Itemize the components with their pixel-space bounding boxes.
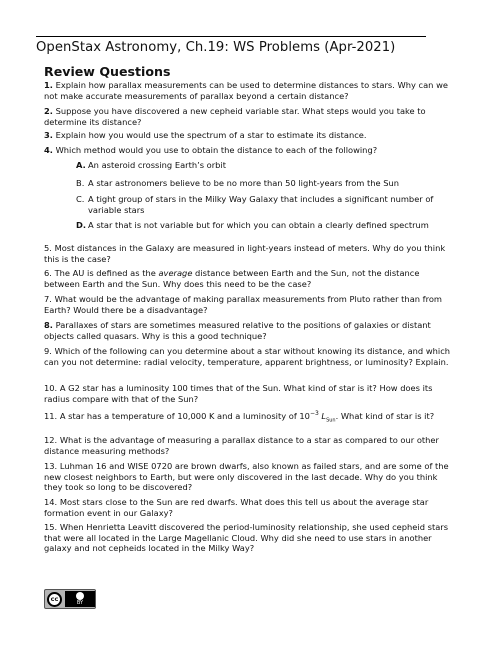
question-5: 5. Most distances in the Galaxy are measured in light-years instead of meters. Why do you think this is the case? (44, 243, 446, 264)
question-11: 11. A star has a temperature of 10,000 K and a luminosity of $10^{-3}$ $L_{Sun}$. What kind of star is it? (44, 410, 435, 424)
option-b: B. A star astronomers believe to be no more than 50 light-years from the Sun (76, 178, 400, 188)
question-4: 4. Which method would you use to obtain the distance to each of the following? (44, 145, 378, 155)
by-person-icon (76, 592, 84, 600)
by-attribution: BY (65, 591, 95, 607)
question-15: 15. When Henrietta Leavitt discovered the period-luminosity relationship, she used cepheid stars that were all located in the Large Magellanic Cloud. Why did she need to use stars in another galaxy and not cepheids located in the Milky Way? (44, 522, 449, 554)
question-1: 1. Explain how parallax measurements can be used to determine distances to stars. Why can we not make accurate measurements of parallax beyond a certain distance? (44, 80, 448, 101)
option-a: A. An asteroid crossing Earth’s orbit (76, 160, 226, 170)
question-12: 12. What is the advantage of measuring a parallax distance to a star as compared to our other distance measuring methods? (44, 435, 439, 456)
question-14: 14. Most stars close to the Sun are red dwarfs. What does this tell us about the average star formation event in our Galaxy? (44, 497, 429, 518)
question-6: 6. The AU is defined as the average distance between Earth and the Sun, not the distance between Earth and the Sun. Why does this need to be the case? (44, 268, 420, 289)
question-13: 13. Luhman 16 and WISE 0720 are brown dwarfs, also known as failed stars, and are some of the new closest neighbors to Earth, but were only discovered in the last decade. Why do you think they took so long to be discovered? (44, 461, 449, 493)
cc-by-license-badge (44, 589, 96, 609)
option-d: D. A star that is not variable but for which you can obtain a clearly defined spectrum (76, 220, 429, 230)
cc-license-icon: cc (47, 592, 62, 607)
question-3: 3. Explain how you would use the spectrum of a star to estimate its distance. (44, 130, 367, 140)
question-7: 7. What would be the advantage of making parallax measurements from Pluto rather than from Earth? Would there be a disadvantage? (44, 294, 442, 315)
document-title: OpenStax Astronomy, Ch.19: WS Problems (Apr-2021) (36, 36, 426, 55)
option-c: C. A tight group of stars in the Milky Way Galaxy that includes a significant number of variable stars (76, 194, 434, 215)
section-heading: Review Questions (44, 64, 171, 79)
question-10: 10. A G2 star has a luminosity 100 times that of the Sun. What kind of star is it? How does its radius compare with that of the Sun? (44, 383, 433, 404)
question-8: 8. Parallaxes of stars are sometimes measured relative to the positions of galaxies or distant objects called quasars. Why is this a good technique? (44, 320, 431, 341)
question-2: 2. Suppose you have discovered a new cepheid variable star. What steps would you take to determine its distance? (44, 106, 426, 127)
question-9: 9. Which of the following can you determine about a star without knowing its distance, and which can you not determine: radial velocity, temperature, apparent brightness, or luminosity? Explain. (44, 346, 451, 367)
